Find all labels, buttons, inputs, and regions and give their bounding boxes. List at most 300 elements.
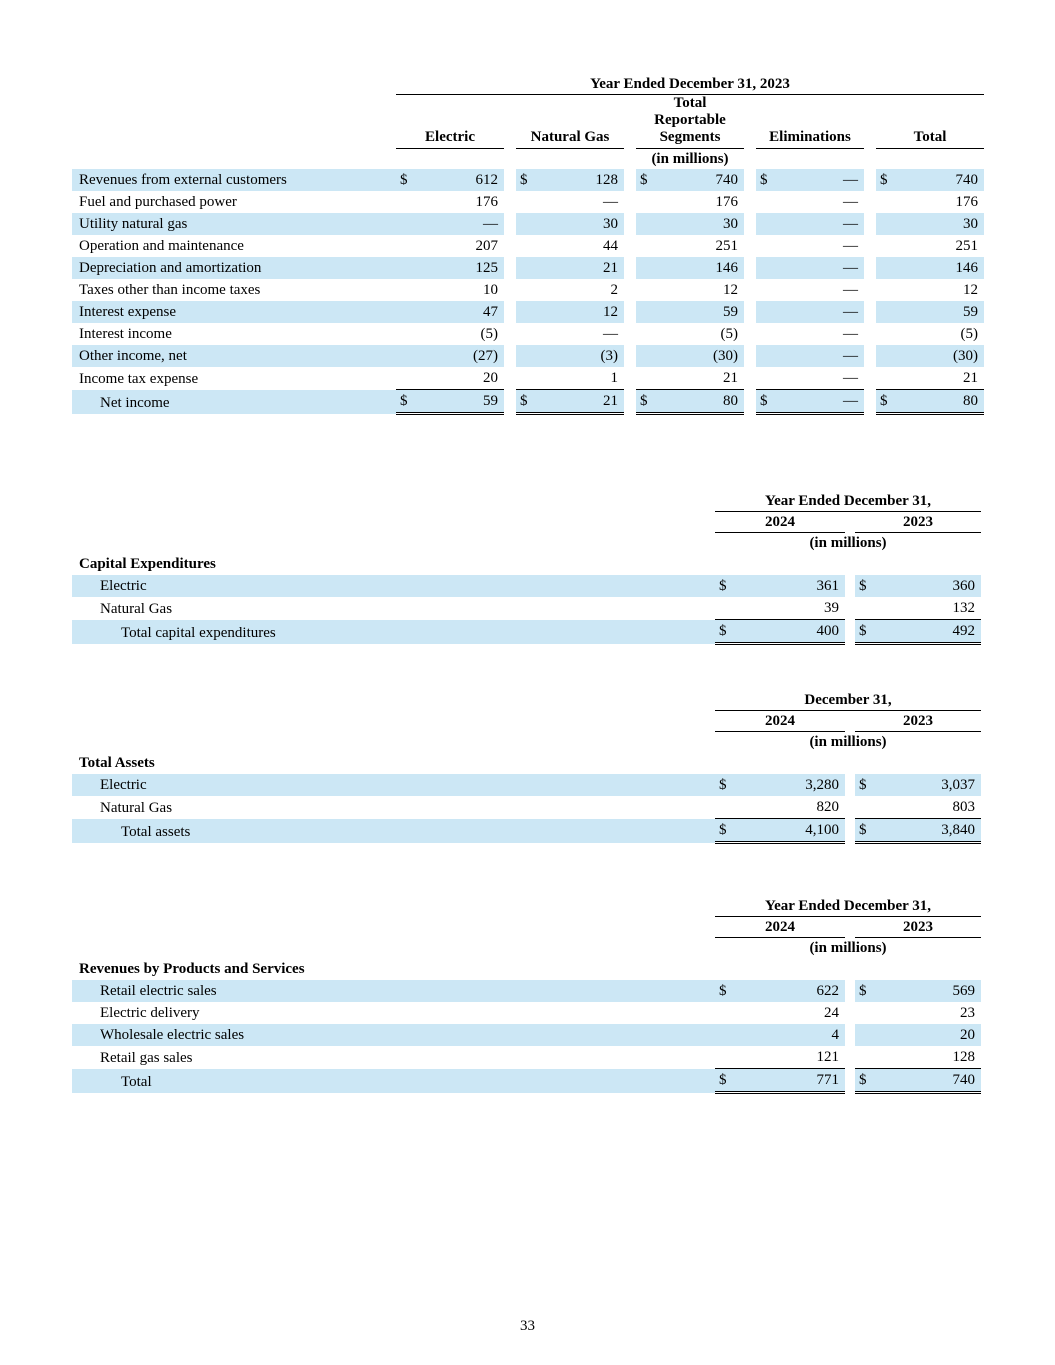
dollar-sign [756, 301, 774, 323]
table-row [72, 819, 981, 843]
column-header-line: Reportable [654, 112, 726, 128]
dollar-sign [876, 279, 894, 301]
column-header [756, 95, 864, 149]
value-cell: 740 [894, 169, 984, 191]
spacer [504, 367, 516, 390]
spacer [624, 390, 636, 414]
value-cell: 146 [654, 257, 744, 279]
value-cell: 121 [816, 1049, 839, 1065]
value-cell: 21 [963, 370, 978, 386]
dollar-sign [636, 235, 654, 257]
column-header-line: Total [673, 95, 707, 111]
section-heading-row [72, 958, 981, 980]
value-cell: (5) [720, 326, 738, 342]
corner-cell [72, 917, 715, 938]
table-row [72, 257, 984, 279]
spacer [624, 235, 636, 257]
section-heading: Capital Expenditures [79, 556, 216, 572]
dollar-sign [756, 323, 774, 345]
spacer [504, 169, 516, 191]
value-cell: — [843, 282, 858, 298]
value-cell: 207 [475, 238, 498, 254]
corner-cell [72, 938, 715, 959]
table-row [72, 1069, 981, 1093]
dollar-sign: $ [396, 169, 414, 191]
spacer [864, 257, 876, 279]
dollar-sign [516, 301, 534, 323]
units-label: (in millions) [809, 940, 887, 956]
row-label: Total [72, 1069, 715, 1093]
dollar-sign: $ [715, 1069, 733, 1093]
spacer [864, 367, 876, 390]
spacer [504, 301, 516, 323]
table-row [72, 597, 981, 620]
value-cell: 10 [483, 282, 498, 298]
spacer [744, 301, 756, 323]
header-title-row [72, 896, 981, 917]
table-row [72, 367, 984, 390]
value-cell: 59 [654, 301, 744, 323]
value-cell: 59 [414, 390, 504, 414]
corner-cell [72, 512, 715, 533]
segment-results-table [72, 74, 984, 415]
value-cell: 21 [534, 390, 624, 414]
column-header-row [72, 95, 984, 149]
corner-cell [72, 74, 396, 95]
spacer [504, 323, 516, 345]
dollar-sign [855, 796, 873, 819]
spacer [504, 235, 516, 257]
column-header [516, 95, 624, 149]
spacer [845, 1069, 855, 1093]
corner-cell [72, 711, 715, 732]
empty-cell [516, 149, 624, 170]
table-row [72, 191, 984, 213]
dollar-sign: $ [715, 575, 733, 597]
value-cell: (30) [654, 345, 744, 367]
spacer [744, 345, 756, 367]
value-cell: 12 [723, 282, 738, 298]
value-cell: — [414, 213, 504, 235]
value-cell: 80 [654, 390, 744, 414]
spacer [845, 1024, 855, 1046]
value-cell: 24 [824, 1005, 839, 1021]
dollar-sign: $ [756, 390, 774, 414]
value-cell: 12 [963, 282, 978, 298]
column-header-line: Total [913, 129, 947, 145]
row-label: Natural Gas [100, 799, 173, 816]
value-cell: 361 [733, 575, 845, 597]
dollar-sign [756, 345, 774, 367]
dollar-sign [876, 345, 894, 367]
spacer [845, 917, 855, 938]
table-row [72, 1024, 981, 1046]
spacer [624, 95, 636, 149]
row-label: Revenues from external customers [72, 169, 396, 191]
dollar-sign [636, 213, 654, 235]
dollar-sign: $ [396, 390, 414, 414]
value-cell: 176 [475, 194, 498, 210]
units-row [72, 938, 981, 959]
value-cell: 771 [733, 1069, 845, 1093]
value-cell: 30 [534, 213, 624, 235]
value-cell: (3) [534, 345, 624, 367]
spacer [624, 367, 636, 390]
year-header: 2023 [855, 711, 981, 732]
dollar-sign [516, 367, 534, 390]
spacer [845, 711, 855, 732]
dollar-sign [756, 367, 774, 390]
spacer [624, 213, 636, 235]
dollar-sign [516, 279, 534, 301]
units-label: (in millions) [651, 151, 729, 167]
year-header-row [72, 917, 981, 938]
value-cell: 21 [534, 257, 624, 279]
dollar-sign [516, 191, 534, 213]
value-cell: 23 [960, 1005, 975, 1021]
section-heading-row [72, 752, 981, 774]
value-cell: 30 [894, 213, 984, 235]
value-cell: (27) [414, 345, 504, 367]
value-cell: 492 [873, 620, 981, 644]
dollar-sign [636, 279, 654, 301]
section-heading-row [72, 553, 981, 575]
row-label: Interest income [79, 326, 172, 342]
dollar-sign [756, 213, 774, 235]
value-cell: 622 [733, 980, 845, 1002]
row-label: Operation and maintenance [79, 238, 244, 254]
row-label: Net income [72, 390, 396, 414]
dollar-sign: $ [876, 390, 894, 414]
spacer [504, 345, 516, 367]
year-header-row [72, 512, 981, 533]
value-cell: — [603, 194, 618, 210]
row-label: Wholesale electric sales [72, 1024, 715, 1046]
table-title: Year Ended December 31, [715, 491, 981, 512]
dollar-sign: $ [855, 1069, 873, 1093]
header-title-row [72, 491, 981, 512]
table-title: Year Ended December 31, [715, 896, 981, 917]
year-header: 2023 [855, 512, 981, 533]
spacer [864, 390, 876, 414]
dollar-sign [636, 345, 654, 367]
spacer [744, 367, 756, 390]
dollar-sign: $ [715, 819, 733, 843]
dollar-sign [396, 191, 414, 213]
spacer [504, 149, 516, 170]
value-cell: 2 [610, 282, 618, 298]
dollar-sign [516, 323, 534, 345]
spacer [744, 279, 756, 301]
spacer [624, 301, 636, 323]
row-label: Interest expense [72, 301, 396, 323]
dollar-sign [876, 191, 894, 213]
spacer [624, 191, 636, 213]
row-label: Depreciation and amortization [72, 257, 396, 279]
corner-cell [72, 533, 715, 554]
spacer [744, 95, 756, 149]
value-cell: 39 [824, 600, 839, 616]
corner-cell [72, 690, 715, 711]
table-title: December 31, [715, 690, 981, 711]
value-cell: (30) [894, 345, 984, 367]
spacer [845, 980, 855, 1002]
dollar-sign [855, 597, 873, 620]
table-row [72, 235, 984, 257]
row-label: Electric [72, 774, 715, 796]
units-label: (in millions) [809, 535, 887, 551]
section-heading: Total Assets [79, 755, 155, 771]
spacer [744, 235, 756, 257]
value-cell: 612 [414, 169, 504, 191]
dollar-sign [636, 367, 654, 390]
dollar-sign [516, 257, 534, 279]
spacer [744, 257, 756, 279]
dollar-sign [636, 323, 654, 345]
spacer [744, 149, 756, 170]
value-cell: — [774, 257, 864, 279]
capital-expenditures-table [72, 491, 981, 645]
year-header: 2024 [715, 917, 845, 938]
empty-cell [396, 149, 504, 170]
spacer [624, 169, 636, 191]
spacer [864, 323, 876, 345]
spacer [744, 390, 756, 414]
value-cell: 803 [952, 799, 975, 815]
year-header: 2024 [715, 512, 845, 533]
value-cell: 251 [955, 238, 978, 254]
spacer [624, 149, 636, 170]
dollar-sign [636, 257, 654, 279]
spacer [845, 1002, 855, 1024]
spacer [864, 345, 876, 367]
dollar-sign: $ [715, 620, 733, 644]
spacer [864, 169, 876, 191]
value-cell: 30 [654, 213, 744, 235]
value-cell: 132 [952, 600, 975, 616]
empty-cell [756, 149, 864, 170]
row-label: Utility natural gas [72, 213, 396, 235]
table-row [72, 620, 981, 644]
units-row [72, 149, 984, 170]
value-cell: — [843, 194, 858, 210]
value-cell: 128 [534, 169, 624, 191]
value-cell: 740 [873, 1069, 981, 1093]
corner-cell [72, 491, 715, 512]
column-header-line: Electric [425, 129, 475, 145]
dollar-sign: $ [636, 390, 654, 414]
row-label: Total assets [72, 819, 715, 843]
dollar-sign [396, 279, 414, 301]
dollar-sign [876, 235, 894, 257]
spacer [845, 512, 855, 533]
spacer [845, 1046, 855, 1069]
value-cell: 569 [873, 980, 981, 1002]
dollar-sign [396, 213, 414, 235]
dollar-sign [396, 367, 414, 390]
spacer [624, 279, 636, 301]
spacer [845, 597, 855, 620]
header-title-row [72, 690, 981, 711]
value-cell: 21 [723, 370, 738, 386]
column-header [636, 95, 744, 149]
spacer [624, 345, 636, 367]
row-label: Other income, net [72, 345, 396, 367]
value-cell: 4,100 [733, 819, 845, 843]
value-cell: (5) [480, 326, 498, 342]
spacer [845, 796, 855, 819]
value-cell: — [843, 326, 858, 342]
year-header: 2024 [715, 711, 845, 732]
dollar-sign: $ [715, 980, 733, 1002]
dollar-sign [855, 1046, 873, 1069]
column-header-line: Eliminations [769, 129, 851, 145]
value-cell: 20 [483, 370, 498, 386]
dollar-sign [396, 323, 414, 345]
value-cell: — [603, 326, 618, 342]
row-label: Natural Gas [100, 600, 173, 617]
dollar-sign [715, 1046, 733, 1069]
table-row [72, 345, 984, 367]
row-label: Electric [72, 575, 715, 597]
empty-cell [715, 958, 981, 980]
dollar-sign [396, 345, 414, 367]
dollar-sign [715, 1002, 733, 1024]
dollar-sign: $ [516, 169, 534, 191]
spacer [624, 323, 636, 345]
empty-cell [876, 149, 984, 170]
column-header [876, 95, 984, 149]
dollar-sign [855, 1002, 873, 1024]
spacer [864, 235, 876, 257]
dollar-sign [756, 191, 774, 213]
dollar-sign: $ [855, 620, 873, 644]
dollar-sign [876, 301, 894, 323]
row-label: Fuel and purchased power [79, 194, 237, 210]
spacer [504, 390, 516, 414]
section-heading: Revenues by Products and Services [79, 961, 305, 977]
units-row [72, 533, 981, 554]
dollar-sign [855, 1024, 873, 1046]
year-header: 2023 [855, 917, 981, 938]
row-label: Retail gas sales [100, 1049, 193, 1066]
dollar-sign [715, 597, 733, 620]
units-label: (in millions) [809, 734, 887, 750]
value-cell: — [774, 169, 864, 191]
spacer [864, 149, 876, 170]
dollar-sign [876, 213, 894, 235]
units-row [72, 732, 981, 753]
table-row [72, 390, 984, 414]
revenues-products-services-table [72, 896, 981, 1094]
spacer [845, 819, 855, 843]
table-row [72, 575, 981, 597]
row-label: Taxes other than income taxes [79, 282, 261, 298]
table-row [72, 301, 984, 323]
value-cell: 20 [873, 1024, 981, 1046]
dollar-sign [636, 301, 654, 323]
dollar-sign: $ [756, 169, 774, 191]
value-cell: — [774, 345, 864, 367]
spacer [744, 169, 756, 191]
corner-cell [72, 896, 715, 917]
spacer [744, 191, 756, 213]
value-cell: (5) [960, 326, 978, 342]
table-row [72, 980, 981, 1002]
spacer [845, 620, 855, 644]
spacer [744, 323, 756, 345]
column-header-line: Natural Gas [530, 129, 610, 145]
table-row [72, 323, 984, 345]
value-cell: 12 [534, 301, 624, 323]
dollar-sign: $ [715, 774, 733, 796]
spacer [845, 774, 855, 796]
value-cell: — [774, 213, 864, 235]
value-cell: 146 [894, 257, 984, 279]
spacer [744, 213, 756, 235]
spacer [864, 279, 876, 301]
dollar-sign [396, 257, 414, 279]
value-cell: 820 [816, 799, 839, 815]
dollar-sign: $ [876, 169, 894, 191]
table-row [72, 774, 981, 796]
value-cell: 4 [733, 1024, 845, 1046]
row-label: Retail electric sales [72, 980, 715, 1002]
value-cell: — [843, 370, 858, 386]
corner-cell [72, 95, 396, 149]
column-header [396, 95, 504, 149]
dollar-sign: $ [855, 819, 873, 843]
dollar-sign [396, 301, 414, 323]
value-cell: — [774, 390, 864, 414]
value-cell: 47 [414, 301, 504, 323]
value-cell: 740 [654, 169, 744, 191]
table-row [72, 213, 984, 235]
dollar-sign: $ [855, 774, 873, 796]
dollar-sign [876, 323, 894, 345]
table-row [72, 1046, 981, 1069]
dollar-sign: $ [636, 169, 654, 191]
dollar-sign [756, 279, 774, 301]
dollar-sign [876, 257, 894, 279]
value-cell: 128 [952, 1049, 975, 1065]
dollar-sign: $ [855, 980, 873, 1002]
dollar-sign [516, 235, 534, 257]
empty-cell [715, 752, 981, 774]
spacer [504, 95, 516, 149]
value-cell: 125 [414, 257, 504, 279]
spacer [845, 575, 855, 597]
spacer [864, 191, 876, 213]
value-cell: 251 [715, 238, 738, 254]
dollar-sign [636, 191, 654, 213]
dollar-sign [715, 796, 733, 819]
value-cell: 44 [603, 238, 618, 254]
value-cell: 3,840 [873, 819, 981, 843]
value-cell: 80 [894, 390, 984, 414]
dollar-sign: $ [516, 390, 534, 414]
spacer [864, 95, 876, 149]
spacer [504, 213, 516, 235]
year-header-row [72, 711, 981, 732]
spacer [504, 191, 516, 213]
value-cell: — [774, 301, 864, 323]
corner-cell [72, 732, 715, 753]
table-row [72, 1002, 981, 1024]
spacer [624, 257, 636, 279]
corner-cell [72, 149, 396, 170]
dollar-sign [756, 257, 774, 279]
